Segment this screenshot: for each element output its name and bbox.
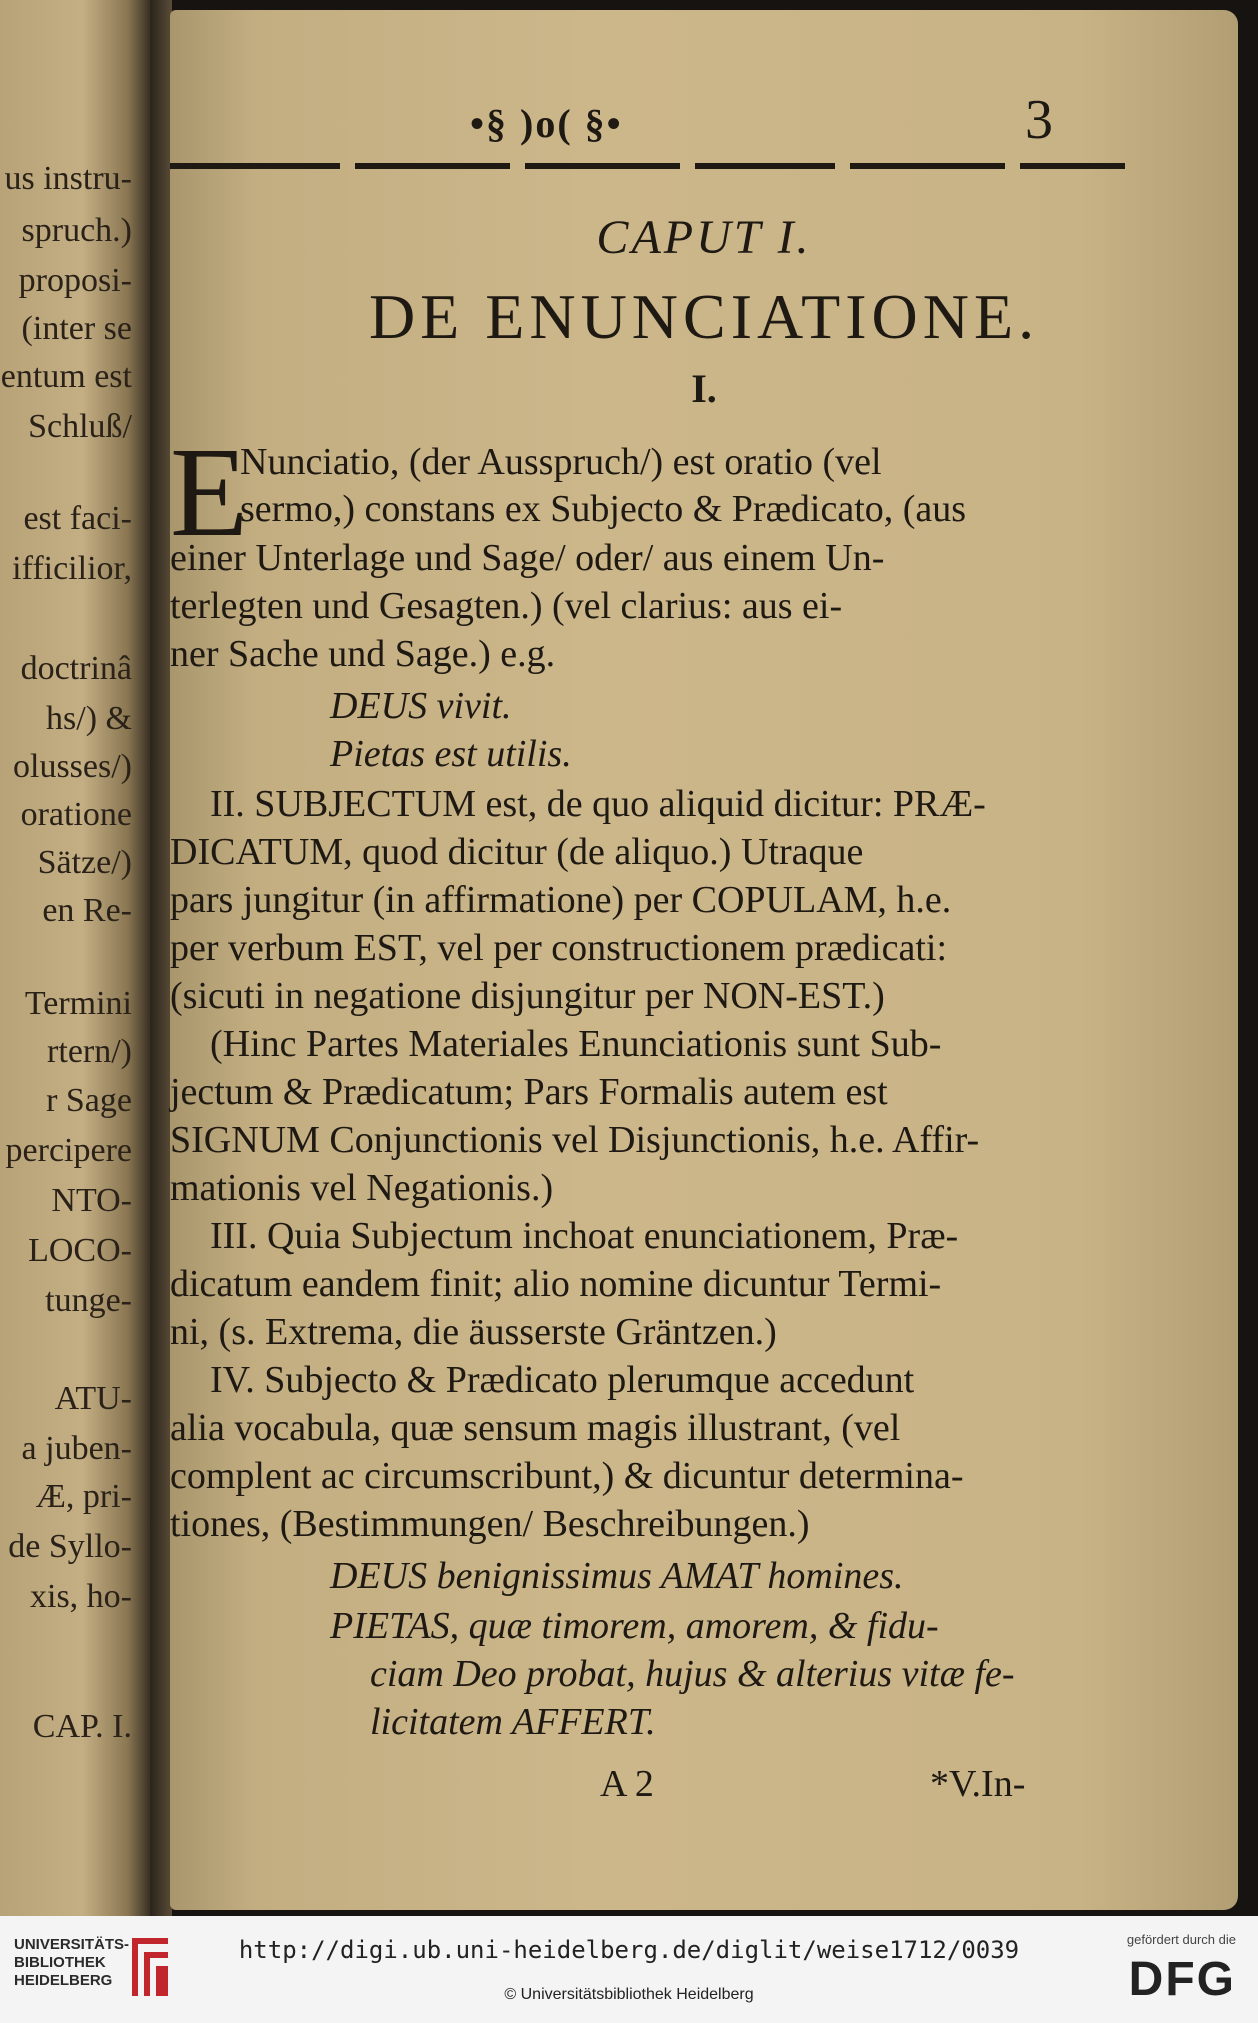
viewer-footer (0, 1916, 1258, 2023)
example-line: Pietas est utilis. (330, 733, 572, 775)
header-rule (170, 163, 340, 169)
copyright-notice: © Universitätsbibliothek Heidelberg (504, 1986, 754, 2003)
example-line: PIETAS, quæ timorem, amorem, & fidu- (330, 1605, 939, 1647)
prev-line: Termini (24, 985, 132, 1022)
text-line: sermo,) constans ex Subjecto & Prædicato, (aus (240, 488, 967, 530)
library-name-line: HEIDELBERG (14, 1972, 113, 1989)
text-line: (Hinc Partes Materiales Enunciationis sunt Sub- (210, 1023, 942, 1065)
text-line: alia vocabula, quæ sensum magis illustrant, (vel (170, 1407, 901, 1449)
library-name-line: BIBLIOTHEK (14, 1954, 106, 1971)
prev-line: entum est (0, 358, 132, 395)
catchword: *V.In- (930, 1763, 1026, 1805)
header-rule (850, 163, 1005, 169)
prev-line: tunge- (45, 1282, 132, 1319)
prev-line: CAP. I. (32, 1708, 132, 1745)
text-line: III. Quia Subjectum inchoat enunciationem, Præ- (210, 1215, 959, 1257)
text-line: pars jungitur (in affirmatione) per COPULAM, h.e. (170, 879, 952, 921)
example-line: DEUS vivit. (330, 685, 512, 727)
prev-line: (inter se (21, 310, 132, 347)
header-rule (355, 163, 510, 169)
page-number: 3 (1025, 89, 1053, 151)
prev-line: ATU- (54, 1380, 132, 1417)
library-name-line: UNIVERSITÄTS- (14, 1936, 130, 1953)
prev-line: LOCO- (28, 1232, 132, 1269)
prev-line: de Syllo- (8, 1528, 132, 1565)
text-line: II. SUBJECTUM est, de quo aliquid dicitur: PRÆ- (210, 783, 986, 825)
example-line: ciam Deo probat, hujus & alterius vitæ fe- (370, 1653, 1015, 1695)
prev-line: r Sage (46, 1082, 132, 1119)
text-line: per verbum EST, vel per constructionem prædicati: (170, 927, 948, 969)
funding-label: gefördert durch die (1126, 1932, 1236, 1947)
prev-line: Sätze/) (37, 844, 132, 881)
text-line: Nunciatio, (der Ausspruch/) est oratio (vel (240, 441, 882, 483)
text-line: IV. Subjecto & Prædicato plerumque accedunt (210, 1359, 915, 1401)
prev-line: oratione (20, 796, 132, 833)
prev-line: ifficilior, (12, 550, 132, 587)
permalink[interactable]: http://digi.ub.uni-heidelberg.de/diglit/weise1712/0039 (238, 1936, 1020, 1964)
book-gutter (150, 0, 172, 1916)
prev-line: spruch.) (21, 212, 132, 249)
previous-page-edge (0, 0, 150, 1916)
prev-line: est faci- (23, 500, 132, 537)
prev-line: proposi- (18, 262, 132, 299)
text-line: einer Unterlage und Sage/ oder/ aus einem Un- (170, 537, 885, 579)
text-line: ni, (s. Extrema, die äusserste Gräntzen.) (170, 1311, 777, 1353)
prev-line: doctrinâ (20, 650, 132, 687)
drop-cap: E (170, 421, 249, 563)
dfg-logo[interactable]: DFG (1128, 1953, 1236, 2006)
text-line: tiones, (Bestimmungen/ Beschreibungen.) (170, 1503, 810, 1545)
prev-line: rtern/) (47, 1033, 132, 1070)
prev-line: percipere (5, 1132, 132, 1169)
chapter-title: DE ENUNCIATIONE. (368, 281, 1040, 352)
text-line: mationis vel Negationis.) (170, 1167, 554, 1209)
header-rule (695, 163, 835, 169)
example-line: DEUS benignissimus AMAT homines. (330, 1555, 904, 1597)
text-line: DICATUM, quod dicitur (de aliquo.) Utraque (170, 831, 864, 873)
text-line: terlegten und Gesagten.) (vel clarius: aus ei- (170, 585, 843, 627)
header-rule (525, 163, 680, 169)
text-line: complent ac circumscribunt,) & dicuntur determina- (170, 1455, 964, 1497)
prev-line: olusses/) (13, 748, 132, 785)
prev-line: Schluß/ (28, 408, 132, 445)
signature-mark: A 2 (600, 1763, 654, 1805)
example-line: licitatem AFFERT. (370, 1701, 656, 1743)
prev-line: NTO- (51, 1182, 132, 1219)
text-line: ner Sache und Sage.) e.g. (170, 633, 556, 675)
text-line: (sicuti in negatione disjungitur per NON-EST.) (170, 975, 885, 1017)
text-line: SIGNUM Conjunctionis vel Disjunctionis, h.e. Affir- (170, 1119, 980, 1161)
prev-line: en Re- (42, 892, 132, 929)
header-rule (1020, 163, 1125, 169)
chapter-heading: CAPUT I. (596, 211, 812, 264)
text-line: dicatum eandem finit; alio nomine dicuntur Termi- (170, 1263, 942, 1305)
text-line: jectum & Prædicatum; Pars Formalis autem est (170, 1071, 888, 1113)
prev-line: a juben- (21, 1430, 132, 1467)
book-page (170, 10, 1238, 1910)
running-header-ornament: •§ )o( §• (470, 101, 623, 146)
prev-line: xis, ho- (30, 1578, 132, 1615)
prev-line: us instru- (4, 160, 132, 197)
prev-line: hs/) & (46, 700, 132, 737)
section-number: I. (691, 366, 717, 411)
prev-line: Æ, pri- (35, 1478, 132, 1515)
